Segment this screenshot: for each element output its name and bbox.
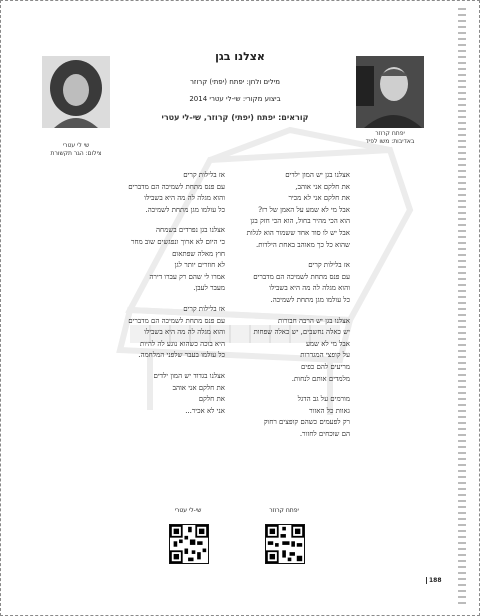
lyric-line: שהוא כל כך מאוהב באחת הילדות. [256, 240, 350, 249]
lyric-line: כל עולמו מגן מתחת לשמיכה. [145, 205, 225, 214]
qr-left-label: שי-לי עטרי [174, 507, 202, 514]
lyrics-stanza [60, 371, 225, 417]
credit-lyrics-music: מילים ולחן: יפתח (יפתי) קרוזר [189, 78, 280, 86]
photo-shai-li [42, 56, 110, 128]
lyric-line: הוא הכי מהיר בחול, הוא הכי חזק בגן [250, 217, 350, 226]
lyric-line: אז בלילות קרים [183, 171, 225, 179]
lyric-line: אני לא אכיר... [185, 406, 225, 415]
lyric-line: על קופצי המגדרות [300, 351, 350, 360]
lyric-line: מלמדים אותם לנחות. [291, 374, 350, 383]
lyric-line: כי היום לא ארוך ונפגשים שוב מחר [130, 237, 225, 246]
lyric-line: היא בוכה כשהוא נוגע לה להיות [139, 339, 225, 348]
lyric-line: הם שוכחים לחזור. [299, 429, 350, 438]
lyric-line: גאוות כל האזור [309, 406, 350, 415]
qr-pattern-left [170, 525, 208, 563]
lyric-line: אצלנו בגן יש המון ילדים [285, 171, 350, 179]
lyric-line: יש כאלה נחשבים, יש כאלה שפחות [253, 328, 350, 337]
lyric-line: אצלנו בגן יש הרבה חבורות [277, 316, 350, 325]
credit-original: ביצוע מקורי: שי-לי עטרי 2014 [189, 95, 281, 103]
dotted-border [458, 8, 466, 608]
lyric-line: והוא מגלה לה מה היא בשבילו [269, 284, 350, 293]
qr-pattern-right [266, 525, 304, 563]
lyrics-column-right [240, 170, 350, 449]
lyric-line: אז בלילות קרים [183, 304, 225, 313]
lyrics-stanza [240, 170, 350, 251]
lyric-line: את חלקם אני לא מכיר [288, 194, 350, 203]
lyric-line: מורמים על גב הדגל [297, 395, 350, 404]
readers-line: קוראים: יפתח (יפתי) קרוזר, שי-לי עטרי [161, 113, 309, 122]
lyric-line: רק לפעמים כשהם קופצים רחוק [263, 418, 350, 427]
lyric-line: את חלקם אני אוהב, [295, 182, 350, 191]
photo-yiftach [356, 56, 424, 128]
photo-left-name: שי לי עטרי [62, 142, 90, 149]
lyric-line: והוא מגלה לה מה היא בשבילו [144, 194, 225, 203]
lyric-line: והוא מגלה לה מה היא בשבילו [144, 328, 225, 337]
lyrics-stanza [240, 260, 350, 306]
qr-code-left[interactable] [169, 524, 209, 564]
lyric-line: כל עולמו מגן מתחת לשמיכה. [270, 295, 350, 304]
lyrics-column-left [60, 170, 225, 426]
lyric-line: חוץ מאלה שפתאום [172, 249, 225, 258]
page-number: 188 [426, 577, 442, 584]
lyrics-stanza [60, 304, 225, 362]
photo-right-name: יפתח קרוזר [375, 130, 405, 137]
lyric-line: אבל מי לא שמע [305, 339, 350, 348]
lyrics-stanza [60, 225, 225, 295]
lyric-line: אז בלילות קרים [308, 261, 350, 270]
photo-left-caption [34, 142, 118, 158]
lyrics-stanza [240, 394, 350, 440]
lyric-line: עם פנס מתחת לשמיכה הם מדברים [253, 272, 350, 281]
lyric-line: מריעים להם כפים [301, 362, 350, 371]
qr-code-right[interactable] [265, 524, 305, 564]
photo-right-caption [348, 130, 432, 146]
photo-right-credit: באדיבות: משו לפיד [365, 138, 415, 145]
lyric-line: לא חוזרים יותר לגן [174, 261, 225, 270]
lyric-line: את חלקם אני אוהב [172, 383, 225, 392]
qr-right-label: יפתח קרוזר [269, 507, 299, 514]
lyric-line: אצלנו בגן נפרדים בשמחה [156, 226, 225, 235]
lyric-line: כל עולמו בעבר שלפני המלחמה. [138, 351, 225, 360]
lyric-line: אמרו לי שהם רק עברו דירה [149, 272, 225, 281]
lyrics-stanza [240, 316, 350, 386]
lyric-line: אצלנו בגדוד יש המון ילדים [153, 371, 225, 380]
lyric-line: את חלקם [198, 395, 225, 404]
lyric-line: מעבר לעבן. [193, 284, 225, 293]
lyric-line: עם פנס מתחת לשמיכה הם מדברים [128, 182, 225, 191]
lyric-line: אבל מי לא שמע על האמן של רז? [258, 205, 350, 214]
lyric-line: אבל יש לו סוד אחד ששמור הוא לגלות [246, 228, 350, 237]
photo-left-credit: צילום: הגר תקשורת [50, 150, 102, 157]
lyric-line: עם פנס מתחת לשמיכה הם מדברים [128, 316, 225, 325]
lyrics-stanza [60, 170, 225, 216]
song-title: אצלנו בגן [215, 50, 265, 63]
